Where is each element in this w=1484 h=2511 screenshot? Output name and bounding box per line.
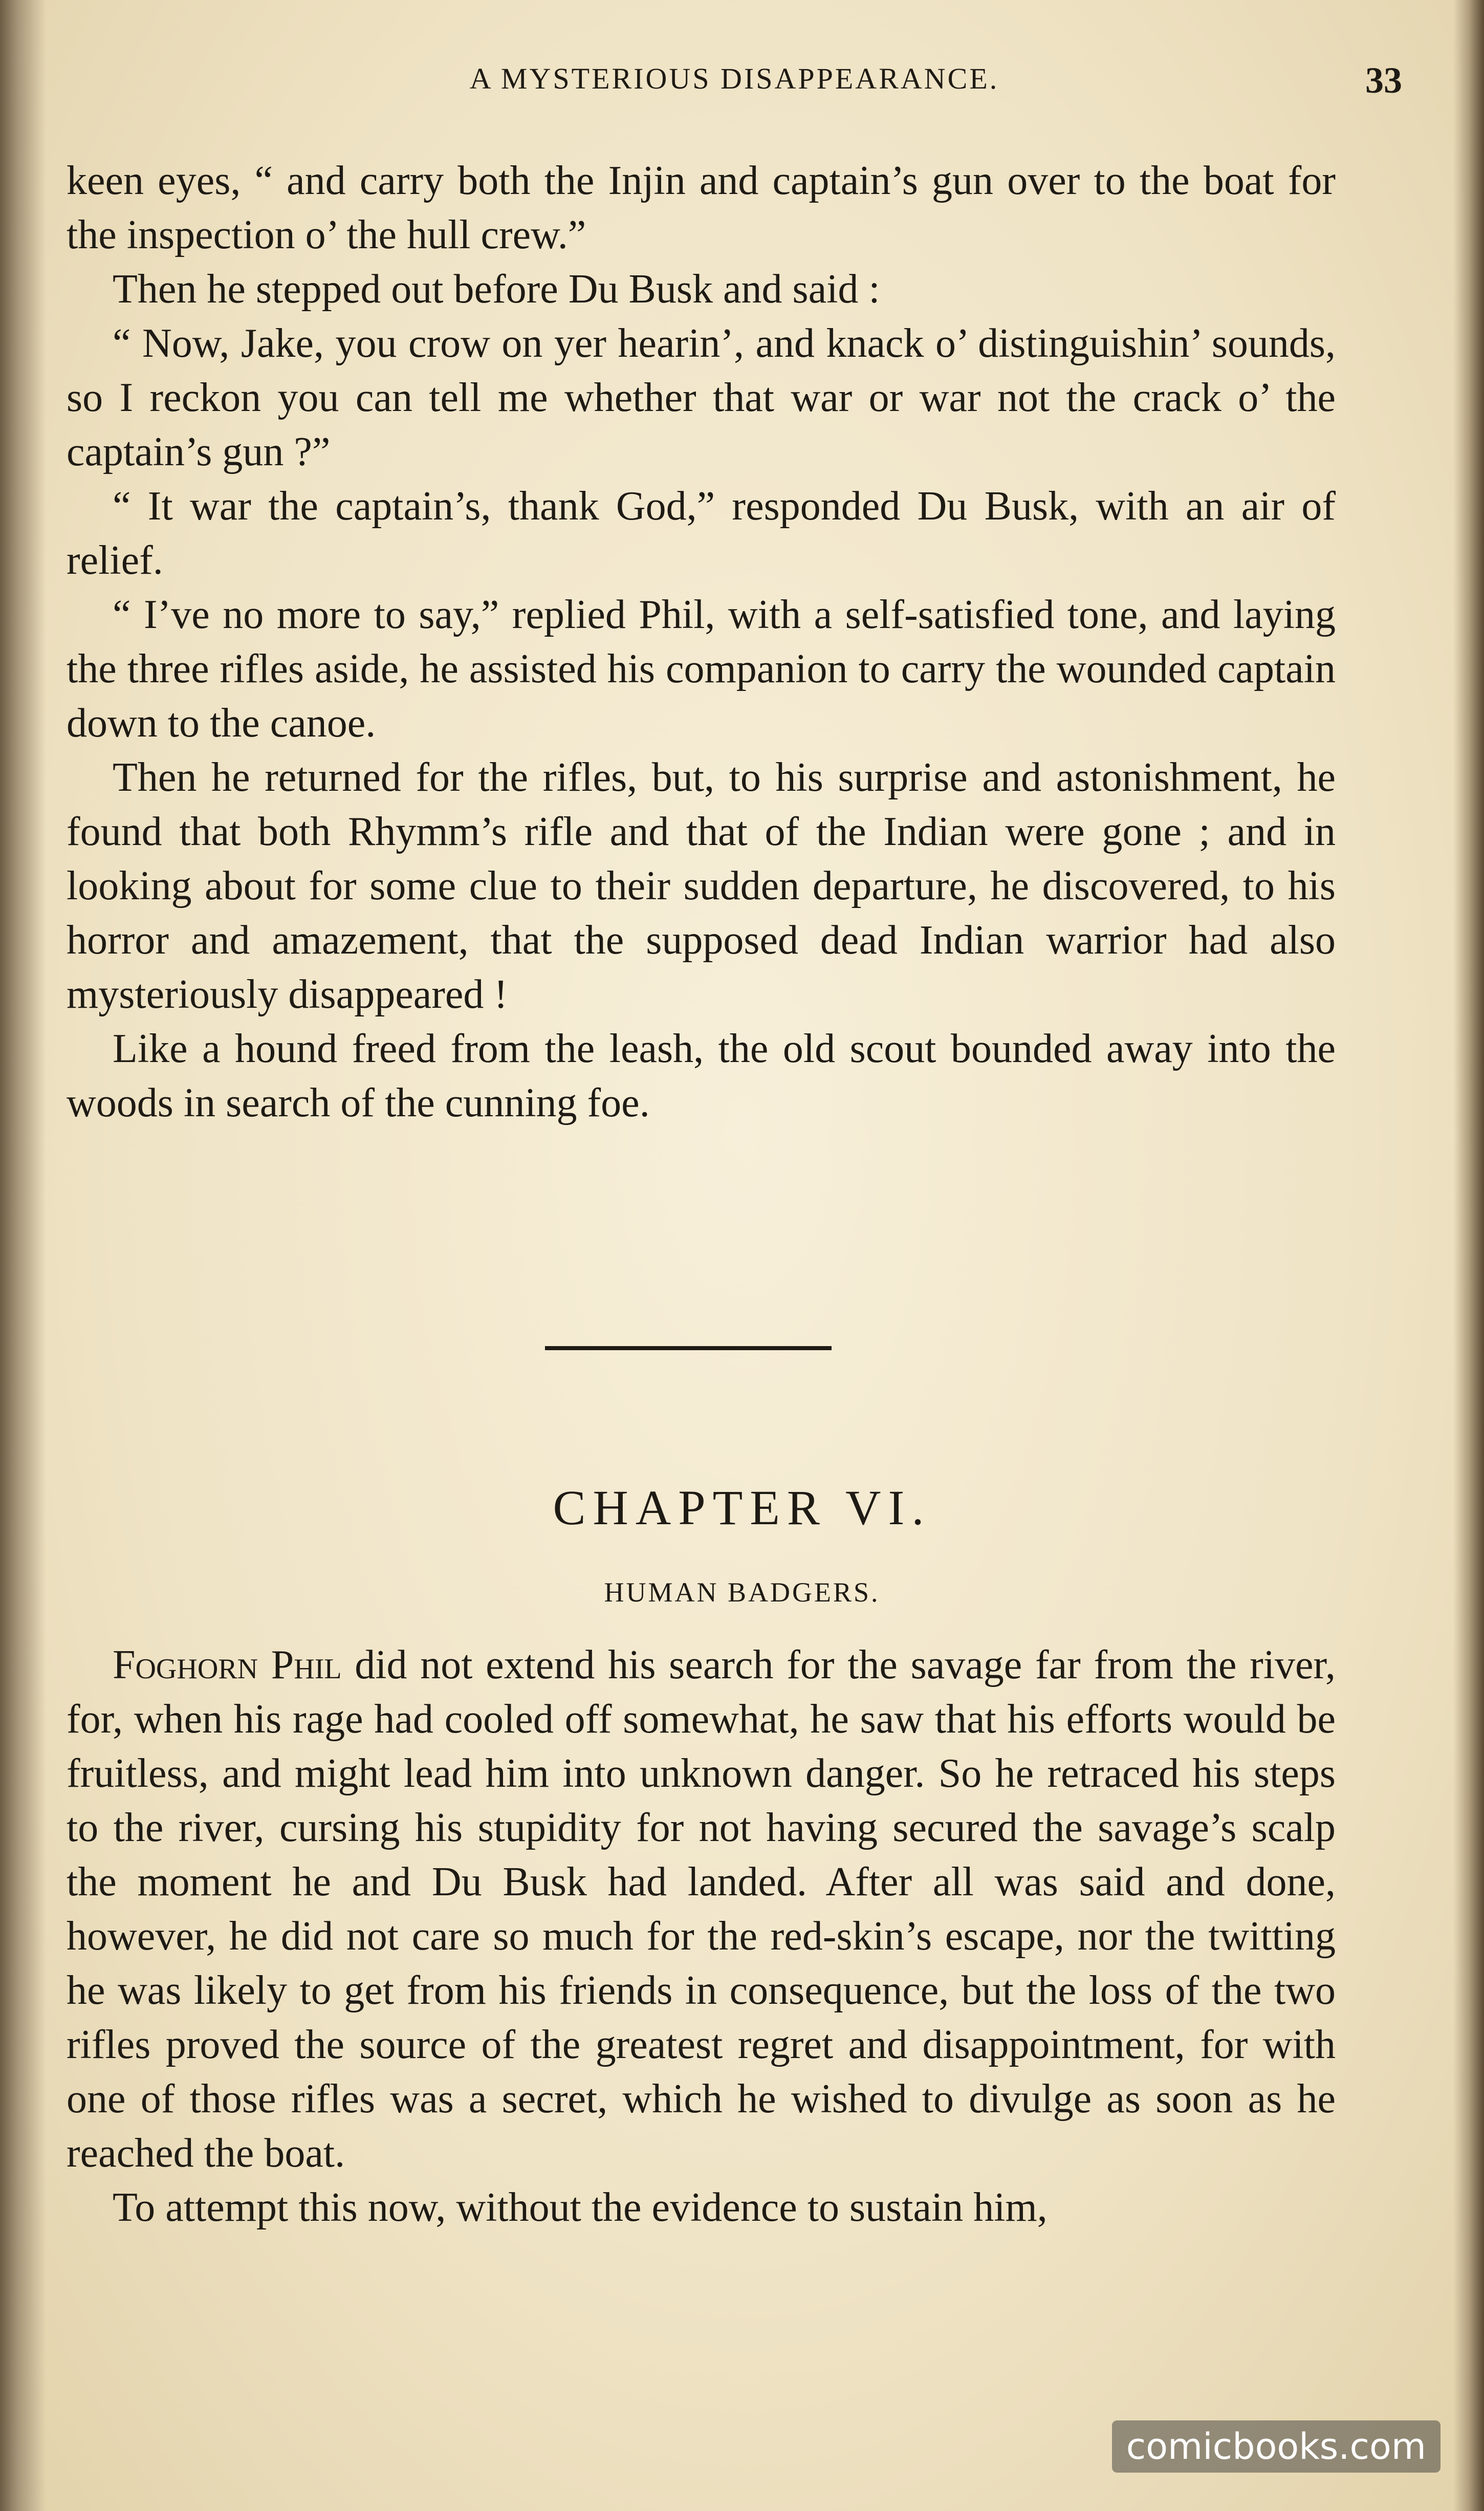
page-number: 33 [1365, 60, 1402, 101]
page-edge-shadow [1453, 0, 1484, 2511]
paragraph: keen eyes, “ and carry both the Injin and captain’s gun over to the boat for the inspection o’ the hull crew.” [67, 158, 1336, 257]
paragraph [67, 1638, 1336, 2180]
binding-gutter-shadow [0, 0, 46, 2511]
paragraph: “ I’ve no more to say,” replied Phil, with a self-satisfied tone, and laying the three rifles aside, he assisted his companion to carry the wounded captain down to the canoe. [67, 592, 1336, 746]
lead-in-small-caps: Foghorn Phil [113, 1642, 342, 1687]
watermark: comicbooks.com [1112, 2420, 1441, 2473]
paragraph: Then he stepped out before Du Busk and said : [113, 267, 880, 312]
paragraph: “ Now, Jake, you crow on yer hearin’, and knack o’ distinguishin’ sounds, so I reckon you can tell me whether that war or war not the crack o’ the captain’s gun ?” [67, 321, 1336, 474]
text-block-chapter [67, 1638, 1336, 2235]
text-block-top [67, 154, 1336, 1130]
paragraph: Like a hound freed from the leash, the old scout bounded away into the woods in search of the cunning foe. [67, 1026, 1336, 1125]
paragraph: To attempt this now, without the evidence to sustain him, [113, 2185, 1047, 2230]
paragraph: “ It war the captain’s, thank God,” responded Du Busk, with an air of relief. [67, 484, 1336, 583]
paragraph-text: did not extend his search for the savage far from the river, for, when his rage had cooled off somewhat, he saw that his efforts would be fruitless, and might lead him into unknown danger. So he retraced his steps to the river, cursing his stupidity for not having secured the savage’s scalp the moment he and Du Busk had landed. After all was said and done, however, he did not care so much for the red-skin’s escape, nor the twitting he was likely to get from his friends in consequence, but the loss of the two rifles proved the source of the greatest regret and disappointment, for with one of those rifles was a secret, which he wished to divulge as soon as he reached the boat. [67, 1642, 1336, 2176]
chapter-heading: CHAPTER VI. [553, 1480, 931, 1535]
chapter-subtitle: HUMAN BADGERS. [604, 1577, 880, 1608]
section-divider [545, 1346, 832, 1350]
running-header [67, 61, 1402, 107]
paragraph: Then he returned for the rifles, but, to his surprise and astonishment, he found that both Rhymm’s rifle and that of the Indian were gone ; and in looking about for some clue to their sudden departure, he discovered, to his horror and amazement, that the supposed dead Indian warrior had also mysteriously disappeared ! [67, 755, 1336, 1017]
running-title: A MYSTERIOUS DISAPPEARANCE. [469, 62, 999, 95]
